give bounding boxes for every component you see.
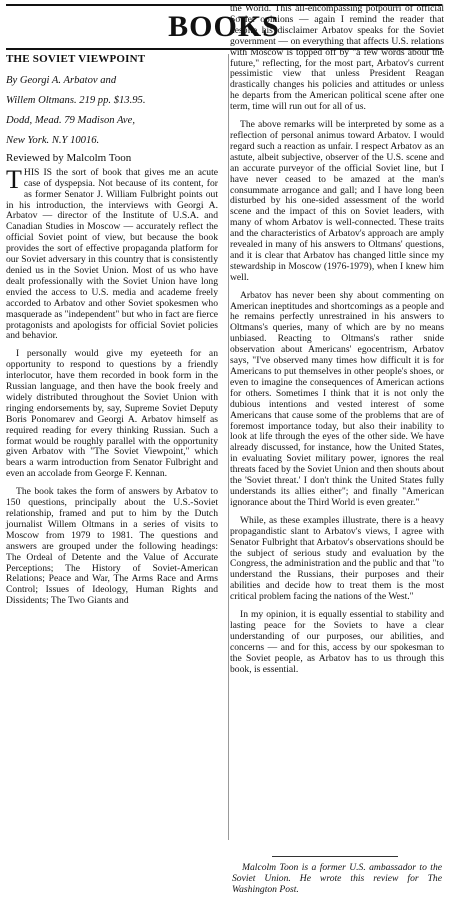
note-rule	[272, 856, 398, 857]
review-headline: THE SOVIET VIEWPOINT	[6, 53, 146, 65]
paragraph-7: In my opinion, it is equally essential to stability and lasting peace for the Soviets to have a clear understanding of our purposes, our abilities, and concerns — and for this, access by our spokesman to the Soviet people, as Arbatov has to us through this book, is essential.	[230, 609, 444, 675]
right-column	[230, 4, 444, 682]
paragraph-2: I personally would give my eyeteeth for an opportunity to respond to questions by a friendly interlocutor, have them recorded in book form in the Russian language, and then have the book freely and widely distributed throughout the Soviet Union with ringing endorsements by, say, Supreme Soviet Deputy Boris Ponomarev and Georgi A. Arbatov himself as required reading for every thinking Russian. Such a format would be roughly parallel with the opportunity given Arbatov with "The Soviet Viewpoint," which bears a warm introduction from Senator Fulbright and even an accolade from George F. Kennan.	[6, 348, 218, 480]
author-note	[232, 862, 442, 895]
bib-line-1: By Georgi A. Arbatov and	[6, 74, 117, 86]
paragraph-3-continued: the World. This all-encompassing potpourri of official Soviet opinions — again I remind the reader that despite his disclaimer Arbatov speaks for the Soviet government — on everything that affects U.S. relations with Moscow is topped off by "a few words about the future," reflecting, for the most part, Arbatov's current pessimistic view that unless President Reagan drastically changes his policies and attitudes or unless he departs from the American political scene after one term, time will run out for all of us.	[230, 3, 444, 113]
paragraph-3: The book takes the form of answers by Arbatov to 150 questions, principally about the U.S.-Soviet relationship, framed and put to him by the Dutch journalist Willem Oltmans in a series of visits to Moscow from 1979 to 1981. The questions and answers are grouped under the following headings: The Ordeal of Detente and the Value of Accurate Perceptions; The History of Soviet-American Relations; Peace and War, The Arms Race and Arms Control; Issues of Ideology, Human Rights and Dissidents; The Two Giants and	[6, 486, 218, 607]
left-column	[6, 54, 218, 614]
review-byline: Reviewed by Malcolm Toon	[6, 151, 132, 164]
paragraph-6: While, as these examples illustrate, there is a heavy propagandistic slant to Arbatov's views, I agree with Senator Fulbright that Arbatov's observations should be the subject of serious study and evaluation by the Congress, the administration and the public and that "to understand the Russians, their purposes and their abilities and decide how to treat them is the most critical problem facing the nations of the West."	[230, 514, 444, 603]
paragraph-4: The above remarks will be interpreted by some as a reflection of personal animus toward Arbatov. I would regard such a reaction as unfair. I respect Arbatov as an astute, albeit subjective, observer of the U.S. scene and an accurate purveyor of the official Soviet line, but I have never ceased to be amazed at the man's consummate arrogance and gall; and I have long been disturbed by his one-sided assessment of the world scene and the impact of this on Soviet leaders, with many of whom Arbatov is well-connected. These traits and the characteristics of Arbatov's approach are amply revealed in many of his answers to Oltmans' questions, and it is clear that Arbatov has changed little since my stewardship in Moscow (1976-1979), when I knew him well.	[230, 119, 444, 283]
bib-line-4: New York. N.Y 10016.	[6, 134, 100, 146]
paragraph-5: Arbatov has never been shy about commenting on American ineptitudes and shortcomings as a people and he remains perfectly unrestrained in his answers to Oltmans's queries, many of which are by no means unbiased. Reacting to Oltmans's rather snide observation about Americans' egocentrism, Arbatov says, "I've observed many times how difficult it is for Americans to put themselves in other people's shoes, or even to imagine the consequences of American actions for others. Sometimes I think that it is not only the dubious intentions and vested interest of some Americans that cause some of the problems that are of foremost importance today, but also their inability to look at life through the eyes of the other side. We have already discussed, for instance, how the United States, in evaluating Soviet military power, ignores the real threats faced by the Soviet Union and then shouts about the 'Soviet threat.' I don't think the United States fully understands its allies either"; and finally "American ignorance about the Third World is even greater."	[230, 289, 444, 508]
bib-line-2: Willem Oltmans. 219 pp. $13.95.	[6, 94, 146, 106]
drop-cap: T	[6, 164, 22, 194]
column-divider	[228, 54, 229, 840]
author-note-text: Malcolm Toon is a former U.S. ambassador to the Soviet Union. He wrote this review for The Washington Post.	[232, 862, 442, 895]
bib-line-3: Dodd, Mead. 79 Madison Ave,	[6, 114, 135, 126]
section-title: BOOKS	[168, 10, 280, 43]
paragraph-1: THIS IS the sort of book that gives me an acute case of dyspepsia. Not because of its content, for as former Senator J. William Fulbright points out in his introduction, the interviews with Georgi A. Arbatov — director of the Institute of U.S.A. and Canadian Studies in Moscow — accurately reflect the official Soviet point of view, but because the book provides the sort of effective propaganda platform for our Soviet adversary in this country that is consistently denied us in the Soviet Union. Most of us who have dealt professionally with the Soviet Union have long envied the access to U.S. media and academe freely accorded to Arbatov and other Soviet spokesmen who masquerade as "independent" but who in fact are fierce protagonists and apologists for official Soviet policies and behavior.	[6, 164, 218, 342]
